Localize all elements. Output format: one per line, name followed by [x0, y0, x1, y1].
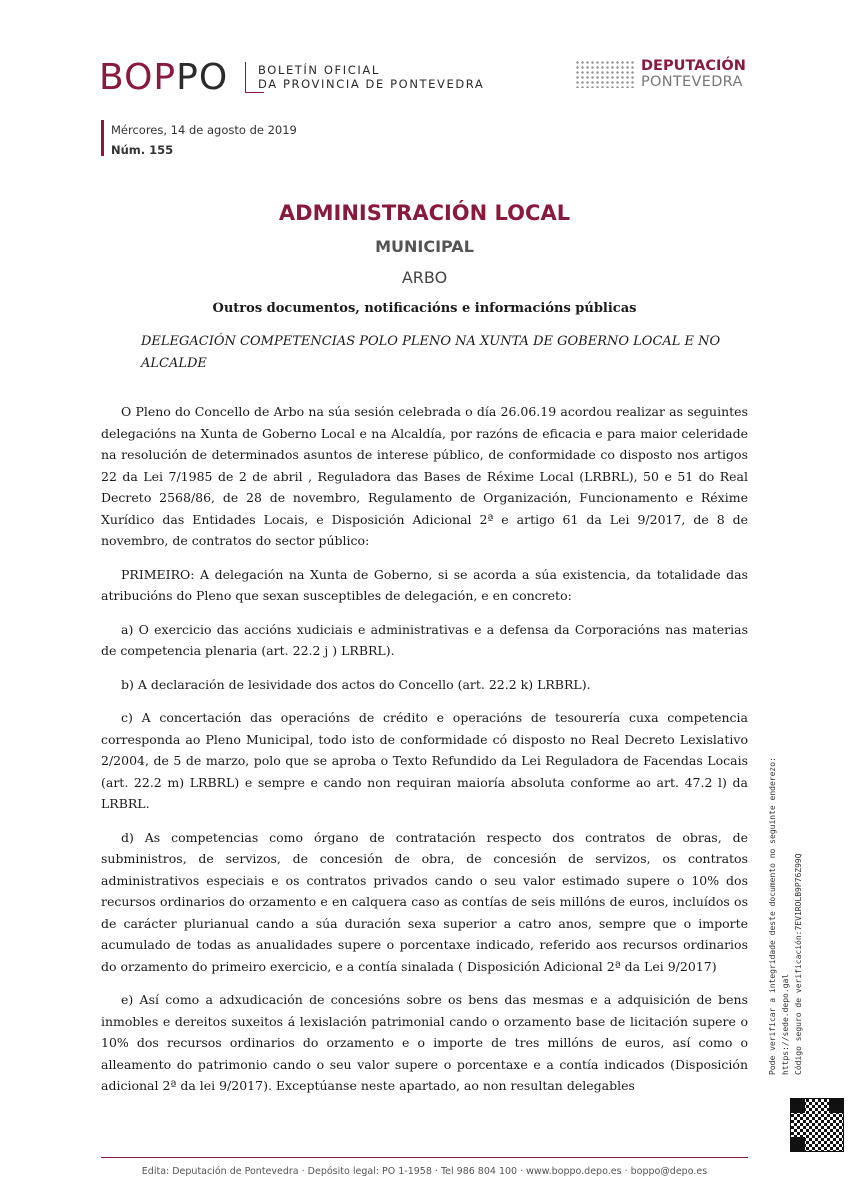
document-heading: DELEGACIÓN COMPETENCIAS POLO PLENO NA XUNTA DE GOBERNO LOCAL E NO ALCALDE: [141, 334, 721, 371]
paragraph: O Pleno do Concello de Arbo na súa sesión celebrada o día 26.06.19 acordou realizar as seguintes delegacións na Xunta de Goberno Local e na Alcaldía, por razóns de eficacia e para maior celeridade na resolución de determinados asuntos de interese público, de conformidade co disposto nos artigos 22 da Lei 7/1985 de 2 de abril , Reguladora das Bases de Réxime Local (LRBRL), 50 e 51 do Real Decreto 2568/86, de 28 de novembro, Regulamento de Organización, Funcionamento e Réxime Xurídico das Entidades Locais, e Disposición Adicional 2ª e artigo 61 da Lei 9/2017, de 8 de novembro, de contratos do sector público:: [101, 404, 748, 548]
boppo-logo: [99, 58, 228, 98]
town-title: ARBO: [401, 268, 448, 287]
paragraph: c) A concertación das operacións de crédito e operacións de tesourería cuxa competencia corresponda ao Pleno Municipal, todo isto de conformidade có disposto no Real Decreto Lexislativo 2/2004, de 5 de marzo, polo que se aproba o Texto Refundido da Lei Reguladora de Facendas Locais (art. 22.2 m) LRBRL) e sempre e cando non requiran maioría absoluta conforme ao art. 47.2 l) da LRBRL.: [101, 710, 748, 811]
document-body: [101, 401, 748, 1109]
deputacion-line1: DEPUTACIÓN: [641, 58, 746, 74]
logo-po-text: PO: [176, 57, 229, 98]
paragraph: a) O exercicio das accións xudiciais e administrativas e a defensa da Corporacións nas materias de competencia plenaria (art. 22.2 j ) LRBRL).: [101, 621, 748, 658]
footer-text: Edita: Deputación de Pontevedra · Depósito legal: PO 1-1958 · Tel 986 804 100 · www.boppo.depo.es · boppo@depo.es: [141, 1166, 708, 1177]
logo-subtitle-line1: BOLETÍN OFICIAL: [258, 63, 380, 77]
paragraph: PRIMEIRO: A delegación na Xunta de Goberno, si se acorda a súa existencia, da totalidade das atribucións do Pleno que sexan susceptibles de delegación, e en concreto:: [101, 566, 748, 603]
paragraph: d) As competencias como órgano de contratación respecto dos contratos de obras, de subministros, de servizos, de concesión de obra, de concesión de servizos, os contratos administrativos especiais e os contratos privados cando o seu valor estimado supere o 10% dos recursos ordinarios do orzamento e en calquera caso as contías de seis millóns de euros, incluídos os de carácter plurianual cando a súa duración sexa superior a catro anos, sempre que o importe acumulado de todas as anualidades supere o porcentaxe indicado, referido aos recursos ordinarios do orzamento do primeiro exercicio, e a contía sinalada ( Disposición Adicional 2ª da Lei 9/2017): [101, 829, 748, 974]
deputacion-line2: PONTEVEDRA: [641, 74, 743, 90]
issue-date: Mércores, 14 de agosto de 2019: [111, 123, 297, 137]
qr-code-icon: [790, 1098, 844, 1152]
issue-info: [111, 120, 297, 160]
section-title: ADMINISTRACIÓN LOCAL: [278, 201, 571, 225]
deputacion-dots-icon: [575, 60, 635, 88]
deputacion-logo: [641, 58, 746, 90]
logo-subtitle-line2: DA PROVINCIA DE PONTEVEDRA: [258, 77, 485, 91]
document-category: Outros documentos, notificacións e informacións públicas: [212, 301, 637, 316]
verification-code: Código seguro de verificación:7EV1ROLB9P76Z99Q: [794, 853, 803, 1075]
date-accent-bar: [101, 120, 104, 156]
logo-bop-text: BOP: [99, 57, 177, 98]
paragraph: e) Así como a adxudicación de concesións sobre os bens das mesmas e a adquisición de bens inmobles e dereitos suxeitos á lexislación patrimonial cando o orzamento base de licitación supere o 10% dos recursos ordinarios do orzamento e o importe de tres millóns de euros, así como o alleamento do patrimonio cando o seu valor supere o porcentaxe e a contía indicados (Disposición adicional 2ª da lei 9/2017). Exceptúanse neste apartado, ao non resultan delegables: [101, 992, 748, 1093]
issue-number: Núm. 155: [111, 143, 174, 157]
logo-subtitle: [258, 63, 484, 91]
footer-divider: [101, 1157, 748, 1158]
subsection-title: MUNICIPAL: [375, 237, 474, 256]
verification-link[interactable]: https://sede.depo.gal: [781, 973, 790, 1075]
verification-line1: Pode verificar a integridade deste documento no seguinte enderezo:: [768, 757, 777, 1075]
paragraph: b) A declaración de lesividade dos actos do Concello (art. 22.2 k) LRBRL).: [121, 676, 591, 692]
verification-text: [766, 745, 826, 1075]
